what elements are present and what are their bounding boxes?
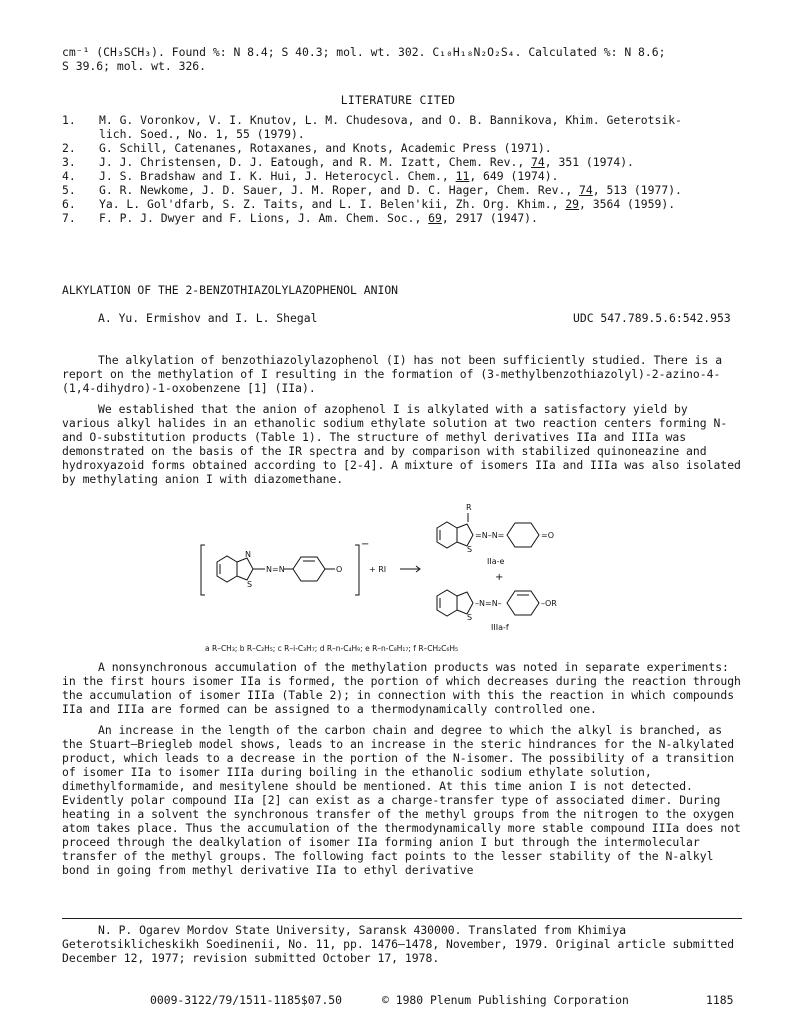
reference-text: G. Schill, Catenanes, Rotaxanes, and Knots, Academic Press (1971). — [99, 141, 552, 155]
svg-text:–OR: –OR — [541, 599, 557, 608]
reference-item — [62, 183, 752, 197]
quinone-ring-top — [507, 523, 539, 547]
reference-text: , 3564 (1959). — [579, 197, 676, 211]
literature-cited-heading: LITERATURE CITED — [340, 93, 456, 107]
product-label-bottom: IIIa-f — [491, 623, 509, 632]
r-substituent-label: R — [466, 503, 472, 512]
svg-text:S: S — [467, 613, 473, 622]
reference-text: , 649 (1974). — [469, 169, 559, 183]
article-authors: A. Yu. Ermishov and I. L. Shegal — [98, 311, 318, 325]
phenyl-ring-left — [293, 557, 325, 581]
left-bracket — [201, 545, 205, 595]
svg-text:N=N: N=N — [266, 565, 285, 574]
reference-volume: 11 — [455, 169, 470, 183]
reference-list — [62, 113, 752, 225]
reference-number: 4. — [62, 169, 76, 183]
paragraph: We established that the anion of azophenol I is alkylated with a satisfactory yield by various alkyl halides in an ethanolic sodium ethylate solution at two reaction centers forming N- and O-substitution products (Table 1). The structure of methyl derivatives IIa and IIIa was demonstrated on the basis of the IR spectra and by comparison with stabilized quinoneazine and hydroxyazoid forms obtained according to [2-4]. A mixture of isomers IIa and IIIa was also isolated by methylating anion I with diazomethane. — [62, 402, 741, 486]
benzothiazole-ring-left — [217, 550, 253, 589]
reference-text: F. P. J. Dwyer and F. Lions, J. Am. Chem. Soc., — [99, 211, 429, 225]
svg-text:−: − — [361, 539, 370, 550]
benzothiazole-ring-bottom — [437, 590, 473, 622]
reference-number: 3. — [62, 155, 76, 169]
right-bracket — [355, 545, 359, 595]
product-label-top: IIa-e — [487, 557, 505, 566]
paragraph: The alkylation of benzothiazolylazophenol (I) has not been sufficiently studied. There is a report on the methylation of I resulting in the formation of (3-methylbenzothiazolyl)-2-azino-4-(1,4-dihydro)-1-oxobenzene [1] (IIa). — [62, 353, 723, 395]
svg-text:–N=N–: –N=N– — [475, 599, 502, 608]
reference-text: J. S. Bradshaw and I. K. Hui, J. Heterocycl. Chem., — [99, 169, 456, 183]
reference-text: , 2917 (1947). — [441, 211, 538, 225]
reference-item — [62, 113, 752, 141]
top-line: cm⁻¹ (CH₃SCH₃). Found %: N 8.4; S 40.3; mol. wt. 302. C₁₀H₁₈N₂O₂S₄. Calculated %: N 8.6; — [62, 45, 666, 59]
svg-text:=N–N=: =N–N= — [475, 531, 505, 540]
top-line: S 39.6; mol. wt. 326. — [62, 59, 207, 73]
article-body-part1 — [62, 353, 742, 493]
substituent-legend: a R–CH₃; b R–C₂H₅; c R–i-C₃H₇; d R–n-C₄H₉; e R–n-C₈H₁₇; f R–CH₂C₆H₅ — [205, 644, 459, 653]
reference-item — [62, 155, 752, 169]
reference-volume: 74 — [579, 183, 593, 197]
reference-number: 7. — [62, 211, 76, 225]
reference-volume: 29 — [565, 197, 580, 211]
svg-text:S: S — [467, 545, 473, 554]
reagent-label: + RI — [369, 565, 387, 574]
affiliation-footnote: N. P. Ogarev Mordov State University, Saransk 430000. Translated from Khimiya Geterotsiklicheskikh Soedinenii, No. 11, pp. 1476–1478, November, 1979. Original article submitted December 12, 1977; revision submitted October 17, 1978. — [62, 923, 735, 965]
article-body-part2 — [62, 660, 742, 884]
plus-sign: + — [495, 572, 504, 583]
reference-text: , 351 (1974). — [544, 155, 634, 169]
svg-text:=O: =O — [541, 531, 554, 540]
paragraph: A nonsynchronous accumulation of the methylation products was noted in separate experiments: in the first hours isomer IIa is formed, the portion of which decreases during the reaction through the accumulation of isomer IIIa (Table 2); in connection with this the reaction in which compounds IIa and IIIa are formed can be assigned to a thermodynamically controlled one. — [62, 660, 741, 716]
reference-item — [62, 169, 752, 183]
footnote-divider — [62, 918, 742, 919]
reference-text: lich. Soed., No. 1, 55 (1979). — [99, 127, 305, 141]
page-number: 1185 — [706, 993, 734, 1007]
reaction-scheme — [195, 500, 615, 655]
udc-code: UDC 547.789.5.6:542.953 — [573, 311, 731, 325]
top-continuation-text — [62, 45, 742, 73]
svg-text:O: O — [336, 565, 343, 574]
reference-item — [62, 197, 752, 211]
paragraph: An increase in the length of the carbon chain and degree to which the alkyl is branched, as the Stuart–Briegleb model shows, leads to an increase in the steric hindrances for the N-alkylated product, which leads to a decrease in the portion of the N-isomer. The possibility of a transition of isomer IIa to isomer IIIa during boiling in the ethanolic sodium ethylate solution, dimethylformamide, and mesitylene should be mentioned. At this time anion I is not detected. Evidently polar compound IIa [2] can exist as a charge-transfer type of associated dimer. During heating in a solvent the synchronous transfer of the methyl groups from the nitrogen to the oxygen atom takes place. Thus the accumulation of the thermodynamically more stable compound IIIa does not proceed through the dealkylation of isomer IIa forming anion I but through the intermolecular transfer of the methyl groups. The following fact points to the lesser stability of the N-alkyl bond in going from methyl derivative IIa to ethyl derivative — [62, 723, 741, 877]
article-code: 0009-3122/79/1511-1185$07.50 — [150, 993, 343, 1007]
reference-item — [62, 141, 752, 155]
reference-text: G. R. Newkome, J. D. Sauer, J. M. Roper, and D. C. Hager, Chem. Rev., — [99, 183, 580, 197]
reference-number: 5. — [62, 183, 76, 197]
reference-item — [62, 211, 752, 225]
benzothiazole-ring-top — [437, 522, 473, 554]
svg-text:S: S — [247, 580, 253, 589]
copyright-notice: © 1980 Plenum Publishing Corporation — [382, 993, 629, 1007]
reference-text: J. J. Christensen, D. J. Eatough, and R. M. Izatt, Chem. Rev., — [99, 155, 532, 169]
article-title: ALKYLATION OF THE 2-BENZOTHIAZOLYLAZOPHENOL ANION — [62, 283, 399, 297]
reference-volume: 69 — [428, 211, 442, 225]
reference-text: , 513 (1977). — [592, 183, 682, 197]
reference-text: Ya. L. Gol'dfarb, S. Z. Taits, and L. I. Belen'kii, Zh. Org. Khim., — [99, 197, 566, 211]
phenyl-ring-bottom — [507, 591, 539, 615]
reference-number: 2. — [62, 141, 76, 155]
reference-number: 6. — [62, 197, 76, 211]
svg-text:N: N — [245, 550, 251, 559]
reference-text: M. G. Voronkov, V. I. Knutov, L. M. Chudesova, and O. B. Bannikova, Khim. Geterotsik- — [99, 113, 682, 127]
reference-number: 1. — [62, 113, 76, 127]
reference-volume: 74 — [531, 155, 545, 169]
